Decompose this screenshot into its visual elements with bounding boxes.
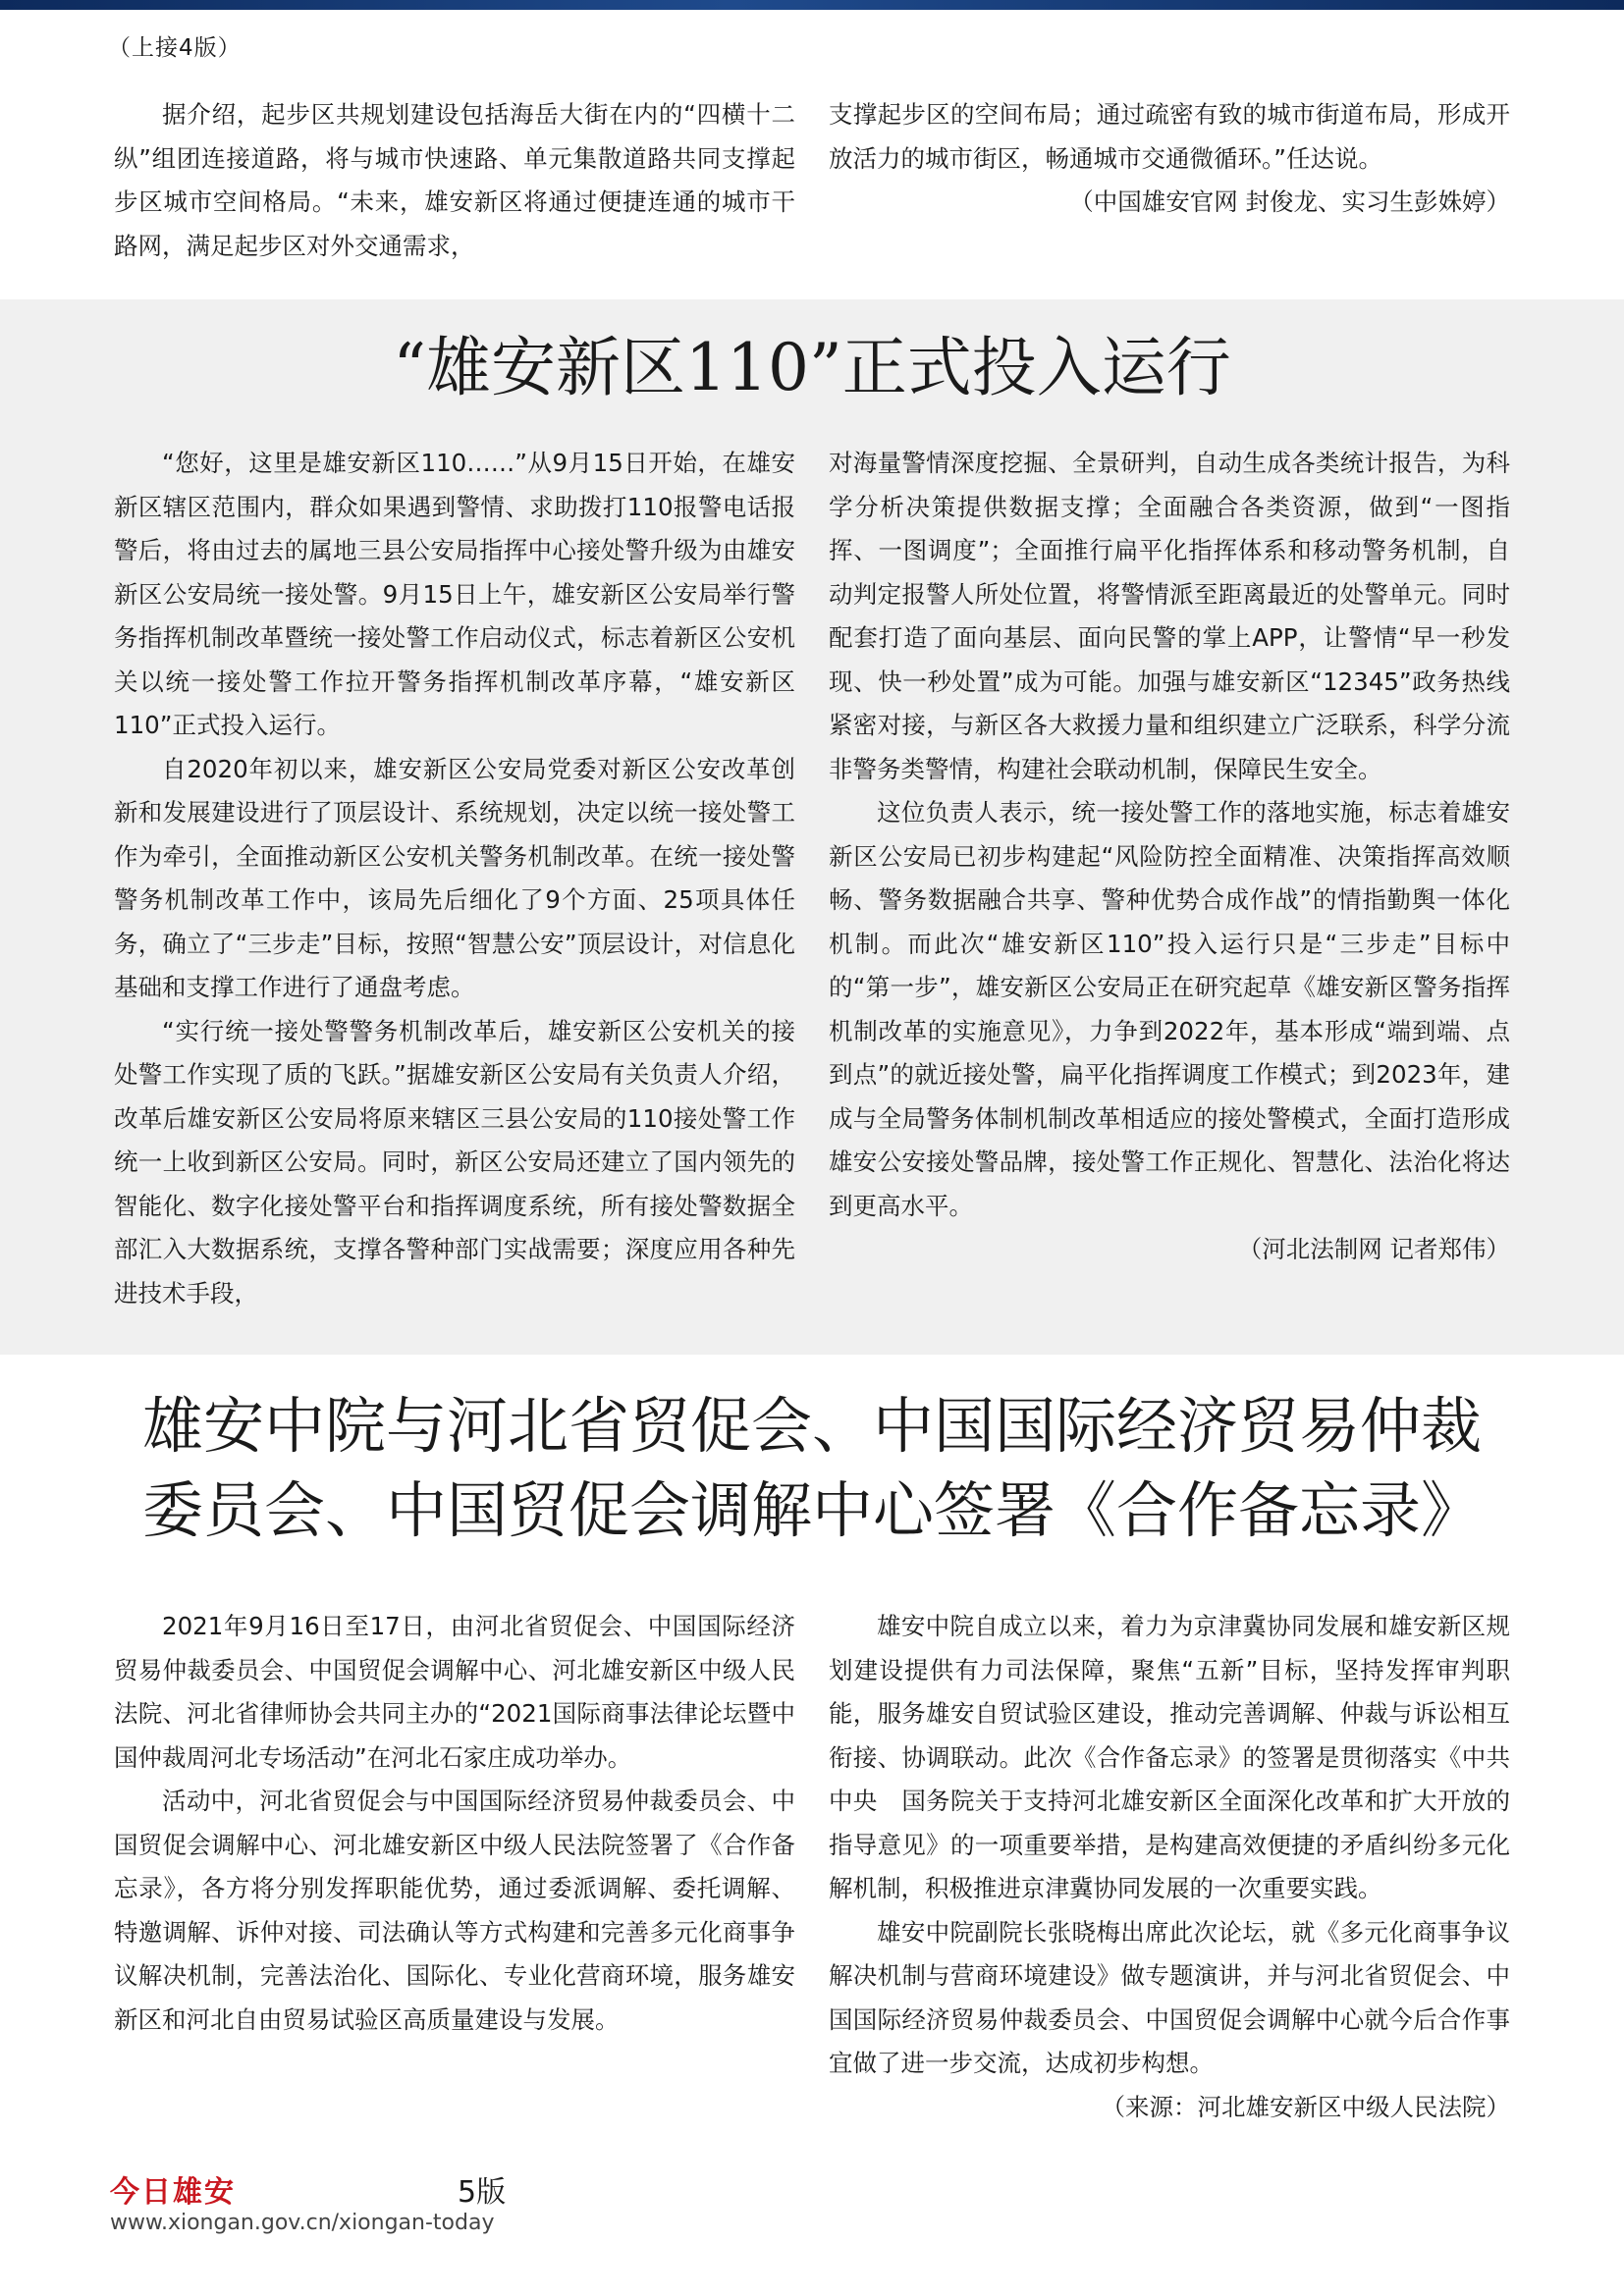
article3-title-line2: 委员会、中国贸促会调解中心签署《合作备忘录》 <box>141 1474 1482 1546</box>
top-color-bar <box>0 0 1624 10</box>
article3-paragraph: 雄安中院自成立以来，着力为京津冀协同发展和雄安新区规划建设提供有力司法保障，聚焦“五新”目标，坚持发挥审判职能，服务雄安自贸试验区建设，推动完善调解、仲裁与诉讼相互衔接、协调联动。此次《合作备忘录》的签署是贯彻落实《中共中央 国务院关于支持河北雄安新区全面深化改革和扩大开放的指导意见》的一项重要举措，是构建高效便捷的矛盾纠纷多元化解机制，积极推进京津冀协同发展的一次重要实践。 <box>829 1612 1510 1902</box>
article3-title-line1: 雄安中院与河北省贸促会、中国国际经济贸易仲裁 <box>141 1390 1482 1462</box>
article3-paragraph: 雄安中院副院长张晓梅出席此次论坛，就《多元化商事争议解决机制与营商环境建设》做专题演讲，并与河北省贸促会、中国国际经济贸易仲裁委员会、中国贸促会调解中心就今后合作事宜做了进一步交流，达成初步构想。 <box>829 1917 1510 2077</box>
article3-paragraph: 活动中，河北省贸促会与中国国际经济贸易仲裁委员会、中国贸促会调解中心、河北雄安新区中级人民法院签署了《合作备忘录》，各方将分别发挥职能优势，通过委派调解、委托调解、特邀调解、诉仲对接、司法确认等方式构建和完善多元化商事争议解决机制，完善法治化、国际化、专业化营商环境，服务雄安新区和河北自由贸易试验区高质量建设与发展。 <box>114 1787 795 2034</box>
continued-label: （上接4版） <box>108 35 242 61</box>
article2-right-column <box>829 442 1510 1272</box>
article1-paragraph: 支撑起步区的空间布局；通过疏密有致的城市街道布局，形成开放活力的城市街区，畅通城市交通微循环。”任达说。 <box>829 100 1510 173</box>
article1-paragraph: 据介绍，起步区共规划建设包括海岳大街在内的“四横十二纵”组团连接道路，将与城市快速路、单元集散道路共同支撑起步区城市空间格局。“未来，雄安新区将通过便捷连通的城市干路网，满足起步区对外交通需求， <box>114 100 795 260</box>
article2-paragraph: 自2020年初以来，雄安新区公安局党委对新区公安改革创新和发展建设进行了顶层设计、系统规划，决定以统一接处警工作为牵引，全面推动新区公安机关警务机制改革。在统一接处警警务机制改革工作中，该局先后细化了9个方面、25项具体任务，确立了“三步走”目标，按照“智慧公安”顶层设计，对信息化基础和支撑工作进行了通盘考虑。 <box>114 754 795 1001</box>
article2-title: “雄安新区110”正式投入运行 <box>393 330 1231 405</box>
article2-left-column <box>114 442 795 1315</box>
newspaper-logo: 今日雄安 <box>110 2175 236 2210</box>
article1-byline: （中国雄安官网 封俊龙、实习生彭姝婷） <box>1069 187 1510 216</box>
article2-paragraph: “实行统一接处警警务机制改革后，雄安新区公安机关的接处警工作实现了质的飞跃。”据雄安新区公安局有关负责人介绍，改革后雄安新区公安局将原来辖区三县公安局的110接处警工作统一上收到新区公安局。同时，新区公安局还建立了国内领先的智能化、数字化接处警平台和指挥调度系统，所有接处警数据全部汇入大数据系统，支撑各警种部门实战需要；深度应用各种先进技术手段， <box>114 1016 795 1308</box>
article2-paragraph: 这位负责人表示，统一接处警工作的落地实施，标志着雄安新区公安局已初步构建起“风险防控全面精准、决策指挥高效顺畅、警务数据融合共享、警种优势合成作战”的情指勤舆一体化机制。而此次“雄安新区110”投入运行只是“三步走”目标中的“第一步”，雄安新区公安局正在研究起草《雄安新区警务指挥机制改革的实施意见》，力争到2022年，基本形成“端到端、点到点”的就近接处警，扁平化指挥调度工作模式；到2023年，建成与全局警务体制机制改革相适应的接处警模式，全面打造形成雄安公安接处警品牌，接处警工作正规化、智慧化、法治化将达到更高水平。 <box>829 798 1510 1220</box>
article3-title <box>0 1384 1624 1553</box>
article3-byline: （来源：河北雄安新区中级人民法院） <box>1101 2092 1510 2121</box>
article3-paragraph: 2021年9月16日至17日，由河北省贸促会、中国国际经济贸易仲裁委员会、中国贸促会调解中心、河北雄安新区中级人民法院、河北省律师协会共同主办的“2021国际商事法律论坛暨中国仲裁周河北专场活动”在河北石家庄成功举办。 <box>114 1612 795 1772</box>
article2-paragraph: “您好，这里是雄安新区110……”从9月15日开始，在雄安新区辖区范围内，群众如果遇到警情、求助拨打110报警电话报警后，将由过去的属地三县公安局指挥中心接处警升级为由雄安新区公安局统一接处警。9月15日上午，雄安新区公安局举行警务指挥机制改革暨统一接处警工作启动仪式，标志着新区公安机关以统一接处警工作拉开警务指挥机制改革序幕，“雄安新区110”正式投入运行。 <box>114 449 795 739</box>
article3-right-column <box>829 1605 1510 2129</box>
page-number: 5版 <box>458 2175 507 2210</box>
article1-right-column <box>829 93 1510 225</box>
article1-left-column <box>114 93 795 268</box>
article2-paragraph: 对海量警情深度挖掘、全景研判，自动生成各类统计报告，为科学分析决策提供数据支撑；全面融合各类资源，做到“一图指挥、一图调度”；全面推行扁平化指挥体系和移动警务机制，自动判定报警人所处位置，将警情派至距离最近的处警单元。同时配套打造了面向基层、面向民警的掌上APP，让警情“早一秒发现、快一秒处置”成为可能。加强与雄安新区“12345”政务热线紧密对接，与新区各大救援力量和组织建立广泛联系，科学分流非警务类警情，构建社会联动机制，保障民生安全。 <box>829 449 1510 783</box>
article2-byline: （河北法制网 记者郑伟） <box>1237 1235 1510 1263</box>
website-link[interactable]: www.xiongan.gov.cn/xiongan-today <box>110 2211 495 2235</box>
article3-left-column <box>114 1605 795 2042</box>
